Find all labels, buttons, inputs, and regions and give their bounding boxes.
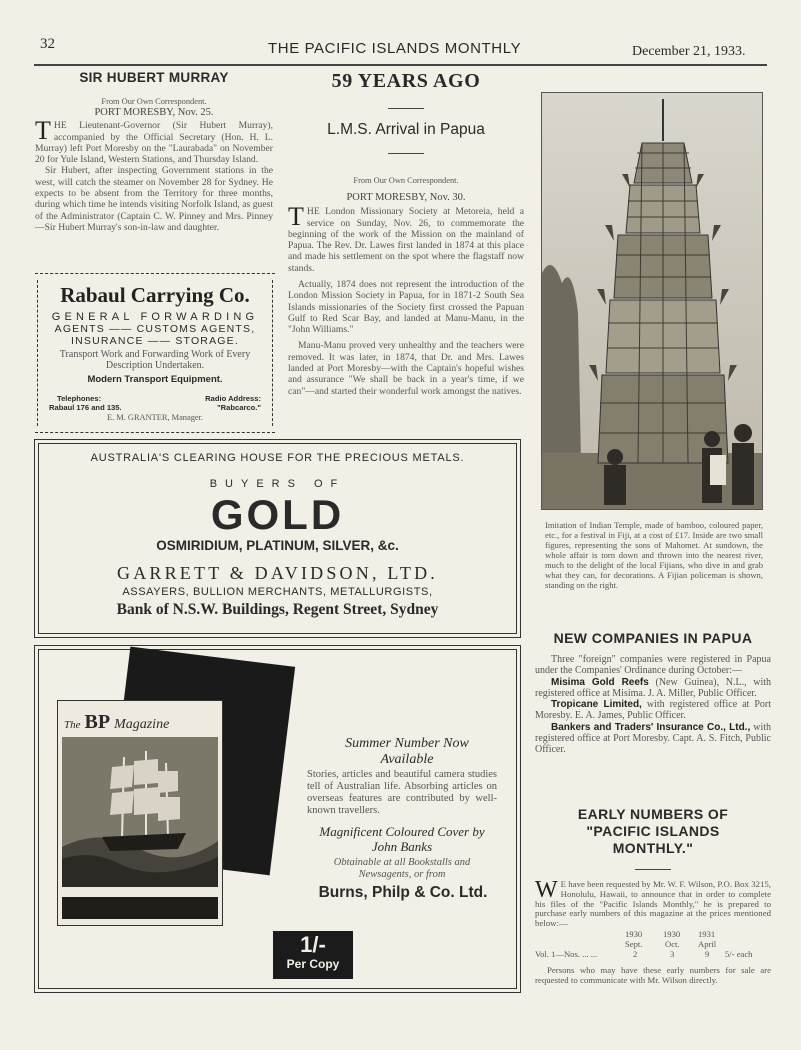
magazine-cover [57, 700, 223, 926]
gold-ad-address: Bank of N.S.W. Buildings, Regent Street, Sydney [116, 601, 439, 618]
companies-title: NEW COMPANIES IN PAPUA [553, 630, 753, 646]
murray-dateline: PORT MORESBY, Nov. 25. [94, 107, 214, 119]
gold-ad-company: GARRETT & DAVIDSON, LTD. [117, 563, 438, 583]
companies-intro: Three "foreign" companies were registered in Papua under the Companies' Ordinance during October:— [535, 654, 771, 677]
rabaul-ad [35, 273, 275, 433]
temple-photo [541, 92, 763, 510]
gold-ad-gold: GOLD [210, 491, 345, 538]
dropcap: W [535, 877, 558, 903]
dropcap: T [288, 202, 304, 232]
publication-title: THE PACIFIC ISLANDS MONTHLY [268, 40, 522, 57]
murray-byline: From Our Own Correspondent. [101, 97, 207, 106]
divider [635, 869, 671, 870]
early-title: EARLY NUMBERS OF "PACIFIC ISLANDS MONTHLY." [577, 806, 729, 856]
divider [388, 153, 424, 154]
early-paragraph-1: W E have been requested by Mr. W. F. Wilson, P.O. Box 3215, Honolulu, Hawaii, to announce that in order to complete his files of the "Pacific Islands Monthly," he is prepared to purchase early numbers of this magazine at the prices mentioned below:— [535, 877, 771, 929]
ship-illustration [62, 737, 218, 887]
table-value: 3 [670, 948, 675, 959]
lms-article [288, 70, 524, 397]
bp-obtain: Obtainable at all Bookstalls and Newsagents, or from [333, 857, 471, 880]
company-1: Misima Gold Reefs (New Guinea), N.L., with registered office at Misima. J. A. Miller, Public Officer. [535, 676, 772, 699]
rabaul-telephones: Telephones: Rabaul 176 and 135. [49, 394, 122, 412]
gold-ad-buyers: BUYERS OF [209, 478, 346, 490]
lms-byline: From Our Own Correspondent. [353, 176, 459, 185]
company-2: Tropicane Limited, with registered office at Port Moresby. E. A. James, Public Officer. [535, 699, 771, 722]
company-3: Bankers and Traders' Insurance Co., Ltd., with registered office at Port Moresby. Capt. A. S. Fitch, Public Officer. [535, 721, 772, 756]
lms-paragraph-3: Manu-Manu proved very unhealthy and the teachers were removed. It was later, in 1874, that Dr. and Mrs. Lawes landed at Port Moresby—with the Captain's hopeful wishes and assurance "We shall be back in a year's time, if we can"—and started their wonderful work amongst the natives. [288, 340, 524, 397]
rabaul-manager: E. M. GRANTER, Manager. [106, 413, 204, 422]
rabaul-line-3: INSURANCE —— STORAGE. [71, 335, 239, 347]
temple-image [542, 93, 763, 510]
table-year: 1930 [625, 928, 643, 939]
companies-article [535, 630, 771, 756]
rabaul-line-1: GENERAL FORWARDING [51, 311, 259, 323]
table-year: 1931 [698, 928, 716, 939]
table-month: Sept. [625, 938, 643, 949]
bp-headline: Summer Number Now Available [345, 736, 469, 767]
rabaul-radio: Radio Address: "Rabcarco." [205, 394, 261, 412]
table-value: 9 [705, 948, 710, 959]
murray-paragraph-2: Sir Hubert, after inspecting Government stations in the west, will catch the steamer on November 28 for Sydney. He expects to be absent from the Territory for three months, during which time he intends visiting Norfolk Island, as guest of the Administrator (Captain C. W. Pinney and Mrs. Pinney—Sir Hubert Murray's son-in-law and daughter. [35, 165, 273, 233]
murray-article [35, 68, 273, 233]
rabaul-name: Rabaul Carrying Co. [60, 283, 250, 307]
rabaul-line-5: Modern Transport Equipment. [87, 373, 223, 385]
murray-paragraph-1: THE Lieutenant-Governor (Sir Hubert Murray), accompanied by the Official Secretary (Hon. H. L. Murray) left Port Moresby on the "Laurabada" on November 20 for Yule Island, Western Stations, and Thursday Island. [35, 116, 273, 166]
table-month: Oct. [665, 938, 680, 949]
bp-company: Burns, Philp & Co. Ltd. [318, 884, 488, 901]
price-badge: 1/- Per Copy [273, 931, 353, 979]
table-year: 1930 [663, 928, 681, 939]
lms-paragraph-2: Actually, 1874 does not represent the introduction of the London Mission Society in Papua, for in 1871-2 South Sea Islands missionaries of the Society first crossed the Papuan Gulf to Red Scar Bay, and landed at Manu-Manu, in the "John Williams." [288, 278, 524, 336]
table-value: 2 [633, 948, 638, 959]
table-row-label: Vol. 1—Nos. ... ... [535, 948, 598, 959]
table-month: April [698, 938, 717, 949]
rabaul-line-4: Transport Work and Forwarding Work of Every Description Undertaken. [59, 349, 251, 372]
bp-body: Stories, articles and beautiful camera studies tell of Australian life. Absorbing articles on overseas features are contributed by well-known travellers. [307, 769, 497, 816]
photo-caption: Imitation of Indian Temple, made of bamboo, coloured paper, etc., for a festival in Fiji, at a cost of £17. Inside are two small figures, representing the sons of Mahomet. At sundown, the whole affair is torn down and thrown into the nearest river, much to the delight of the local Fijians, who dive in and grab what they can, for decorations. A Fijian policeman is shown, standing on the right. [545, 520, 763, 590]
lms-dateline: PORT MORESBY, Nov. 30. [346, 192, 466, 204]
gold-ad-roles: ASSAYERS, BULLION MERCHANTS, METALLURGISTS, [122, 586, 433, 598]
header-rule [34, 64, 767, 66]
gold-ad-metals: OSMIRIDIUM, PLATINUM, SILVER, &c. [156, 538, 399, 553]
bp-cover-credit: Magnificent Coloured Cover by John Banks [319, 824, 485, 854]
divider [388, 108, 424, 109]
lms-paragraph-1: THE London Missionary Society at Metoreia, held a service on Sunday, Nov. 26, to commemorate the beginning of the work of the Mission on the mainland of Papua. The Rev. Dr. Lawes first landed in 1874 at this place and made his settlement on the spot where the flagstaff now stands. [288, 202, 524, 274]
table-price: 5/- each [725, 948, 753, 959]
page-number: 32 [40, 36, 55, 52]
gold-ad-top: AUSTRALIA'S CLEARING HOUSE FOR THE PRECIOUS METALS. [90, 452, 465, 464]
dropcap: T [35, 116, 51, 146]
bp-ad [34, 645, 521, 993]
early-paragraph-2: Persons who may have these early numbers for sale are requested to communicate with Mr. Wilson directly. [535, 964, 771, 985]
murray-title: SIR HUBERT MURRAY [79, 70, 229, 85]
lms-title: 59 YEARS AGO [331, 70, 481, 92]
early-article [535, 806, 771, 986]
gold-ad [34, 439, 521, 638]
rabaul-line-2: AGENTS —— CUSTOMS AGENTS, [54, 323, 256, 335]
price-table [535, 930, 771, 966]
lms-subtitle: L.M.S. Arrival in Papua [327, 121, 485, 138]
magazine-title: The BP Magazine [64, 711, 170, 733]
issue-date: December 21, 1933. [632, 44, 746, 59]
